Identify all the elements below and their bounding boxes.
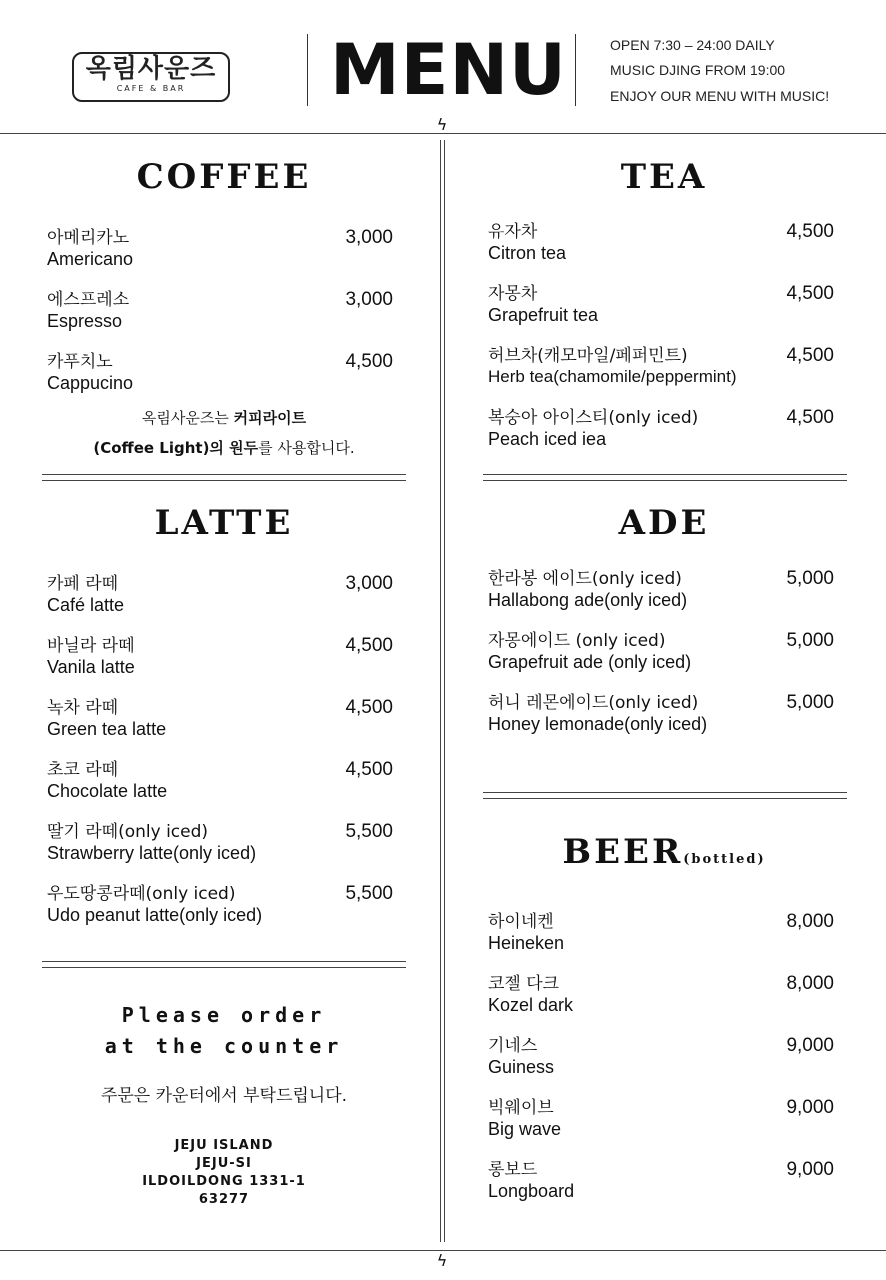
section-title-beer — [482, 832, 846, 880]
info-hours: OPEN 7:30 – 24:00 DAILY — [610, 37, 775, 53]
item-name-english: Hallabong ade(only iced) — [488, 590, 688, 610]
item-name-english: Cappucino — [47, 373, 134, 393]
item-name-english: Grapefruit ade (only iced) — [488, 652, 692, 672]
menu-item — [488, 693, 834, 737]
item-price: 9,000 — [786, 1097, 834, 1118]
menu-item — [47, 352, 393, 396]
item-name-korean: 자몽에이드 (only iced) — [488, 631, 666, 651]
item-name-korean: 하이네켄 — [488, 912, 554, 932]
order-line-1: Please order — [121, 1003, 327, 1027]
logo-subtitle: CAFE & BAR — [116, 84, 186, 93]
item-name-english: Citron tea — [488, 243, 567, 263]
menu-item — [47, 760, 393, 804]
info-enjoy: ENJOY OUR MENU WITH MUSIC! — [610, 88, 830, 104]
column-divider — [440, 140, 441, 1242]
item-name-korean: 카푸치노 — [47, 352, 113, 372]
info-music: MUSIC DJING FROM 19:00 — [610, 62, 786, 78]
note-bold: 커피라이트 — [233, 409, 307, 427]
item-name-korean: 카페 라떼 — [47, 574, 119, 594]
item-price: 3,000 — [345, 289, 393, 310]
address-line: ILDOILDONG 1331-1 — [142, 1174, 306, 1189]
menu-item — [488, 569, 834, 613]
item-price: 9,000 — [786, 1159, 834, 1180]
item-name-english: Guiness — [488, 1057, 555, 1077]
section-title-coffee: COFFEE — [136, 157, 312, 197]
item-name-english: Café latte — [47, 595, 125, 615]
item-name-korean: 기네스 — [488, 1036, 538, 1056]
section-divider — [42, 961, 406, 968]
item-name-english: Herb tea(chamomile/peppermint) — [488, 367, 737, 386]
menu-item — [47, 228, 393, 272]
menu-item — [47, 574, 393, 618]
item-price: 5,000 — [786, 630, 834, 651]
bolt-icon: ϟ — [436, 1251, 448, 1270]
item-name-english: Longboard — [488, 1181, 575, 1201]
item-name-english: Green tea latte — [47, 719, 167, 739]
item-price: 4,500 — [345, 697, 393, 718]
menu-item — [488, 974, 834, 1018]
item-price: 3,000 — [345, 227, 393, 248]
coffee-note-line1 — [42, 408, 406, 428]
address-line: JEJU-SI — [196, 1156, 252, 1171]
item-price: 4,500 — [786, 283, 834, 304]
item-name-english: Big wave — [488, 1119, 562, 1139]
item-name-korean: 허니 레몬에이드(only iced) — [488, 693, 699, 713]
item-price: 8,000 — [786, 911, 834, 932]
item-name-english: Vanila latte — [47, 657, 135, 677]
item-name-korean: 롱보드 — [488, 1160, 538, 1180]
menu-item — [47, 290, 393, 334]
item-price: 9,000 — [786, 1035, 834, 1056]
menu-item — [488, 408, 834, 452]
item-name-english: Espresso — [47, 311, 123, 331]
menu-item — [488, 346, 834, 390]
column-divider — [444, 140, 445, 1242]
item-name-english: Heineken — [488, 933, 565, 953]
menu-item — [488, 1160, 834, 1204]
item-price: 4,500 — [345, 759, 393, 780]
item-price: 4,500 — [786, 345, 834, 366]
page-title: MENU — [330, 29, 567, 111]
item-name-korean: 빅웨이브 — [488, 1098, 554, 1118]
order-line-2: at the counter — [104, 1034, 344, 1058]
item-name-english: Kozel dark — [488, 995, 574, 1015]
menu-item — [488, 222, 834, 266]
section-title-ade: ADE — [618, 503, 710, 543]
note-text: 옥림사운즈는 — [141, 409, 234, 427]
item-price: 4,500 — [786, 407, 834, 428]
item-name-korean: 바닐라 라떼 — [47, 636, 135, 656]
order-korean: 주문은 카운터에서 부탁드립니다. — [100, 1086, 348, 1106]
item-name-english: Udo peanut latte(only iced) — [47, 905, 263, 925]
beer-title: BEER — [562, 832, 684, 872]
menu-item — [47, 822, 393, 866]
note-bold: (Coffee Light)의 원두 — [93, 439, 259, 457]
item-name-korean: 허브차(캐모마일/페퍼민트) — [488, 346, 688, 366]
section-title-latte: LATTE — [154, 503, 294, 543]
item-price: 5,000 — [786, 692, 834, 713]
item-name-korean: 자몽차 — [488, 284, 538, 304]
bolt-icon: ϟ — [436, 115, 448, 134]
item-name-korean: 녹차 라떼 — [47, 698, 119, 718]
logo-korean: 옥림사운즈 — [85, 54, 217, 84]
menu-item — [47, 884, 393, 928]
item-price: 5,500 — [345, 883, 393, 904]
item-name-korean: 에스프레소 — [47, 290, 130, 310]
menu-item — [488, 912, 834, 956]
item-price: 5,000 — [786, 568, 834, 589]
item-name-korean: 코젤 다크 — [488, 974, 560, 994]
item-name-korean: 우도땅콩라떼(only iced) — [47, 884, 236, 904]
item-name-korean: 한라봉 에이드(only iced) — [488, 569, 682, 589]
section-title-tea: TEA — [620, 157, 708, 197]
logo — [72, 52, 230, 102]
section-divider — [42, 474, 406, 481]
item-name-korean: 유자차 — [488, 222, 538, 242]
menu-item — [488, 1036, 834, 1080]
menu-item — [488, 631, 834, 675]
coffee-note-line2 — [42, 438, 406, 458]
beer-subtitle: (bottled) — [683, 852, 766, 867]
menu-item — [488, 1098, 834, 1142]
address-line: 63277 — [198, 1192, 250, 1207]
item-price: 3,000 — [345, 573, 393, 594]
section-divider — [483, 792, 847, 799]
item-name-english: Peach iced iea — [488, 429, 607, 449]
item-name-english: Americano — [47, 249, 134, 269]
item-price: 4,500 — [345, 635, 393, 656]
item-name-korean: 딸기 라떼(only iced) — [47, 822, 209, 842]
header-divider-right — [575, 34, 576, 106]
item-name-english: Honey lemonade(only iced) — [488, 714, 708, 734]
item-name-korean: 초코 라떼 — [47, 760, 119, 780]
menu-item — [488, 284, 834, 328]
section-divider — [483, 474, 847, 481]
item-name-korean: 아메리카노 — [47, 228, 130, 248]
address-line: JEJU ISLAND — [174, 1138, 274, 1153]
item-name-english: Chocolate latte — [47, 781, 168, 801]
item-name-english: Strawberry latte(only iced) — [47, 843, 257, 863]
menu-item — [47, 698, 393, 742]
header-divider-left — [307, 34, 308, 106]
item-price: 4,500 — [786, 221, 834, 242]
note-text: 를 사용합니다. — [258, 439, 355, 457]
item-price: 8,000 — [786, 973, 834, 994]
item-name-korean: 복숭아 아이스티(only iced) — [488, 408, 699, 428]
menu-item — [47, 636, 393, 680]
item-price: 5,500 — [345, 821, 393, 842]
item-name-english: Grapefruit tea — [488, 305, 599, 325]
item-price: 4,500 — [345, 351, 393, 372]
